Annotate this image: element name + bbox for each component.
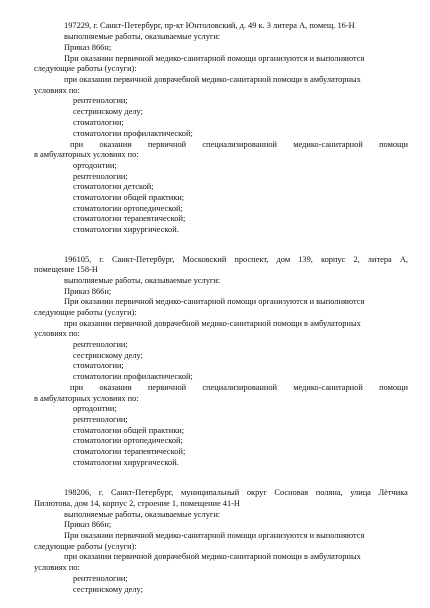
word: первичной: [147, 140, 187, 149]
list-item: стоматологии;: [73, 361, 124, 370]
word: г.: [98, 488, 104, 497]
pmsp-line-cont: следующие работы (услуги):: [34, 64, 137, 73]
word: 2,: [353, 255, 360, 264]
word: медико-санитарной: [293, 140, 363, 149]
pdmsp-line-cont: условиях по:: [34, 563, 80, 572]
pmsp-line: При оказании первичной медико-санитарной помощи организуются и выполняются: [64, 297, 365, 306]
word: медико-санитарной: [293, 383, 363, 392]
list-item: рентгенологии;: [73, 96, 128, 105]
list-item: ортодонтии;: [73, 404, 117, 413]
word: 196105,: [64, 255, 92, 264]
address-line: [64, 488, 408, 498]
address-line: [64, 255, 408, 265]
word: помощи: [379, 140, 408, 149]
list-item: стоматологии;: [73, 118, 124, 127]
services-label: выполняемые работы, оказываемые услуги:: [64, 32, 221, 41]
word: г.: [99, 255, 104, 264]
list-item: сестринскому делу;: [73, 107, 143, 116]
pmsp-line-cont: следующие работы (услуги):: [34, 542, 137, 551]
word: литера: [367, 255, 392, 264]
word: при: [70, 383, 84, 392]
pmsp-line: При оказании первичной медико-санитарной помощи организуются и выполняются: [64, 54, 365, 63]
order-reference: Приказ 866н;: [64, 287, 112, 296]
word: Лётчика: [378, 488, 408, 497]
word: специализированной: [202, 383, 278, 392]
list-item: стоматологии детской;: [73, 182, 154, 191]
list-item: ортодонтии;: [73, 161, 117, 170]
list-item: стоматологии профилактической;: [73, 372, 193, 381]
psmsp-line-cont: в амбулаторных условиях по:: [34, 150, 139, 159]
word: корпус: [320, 255, 346, 264]
list-item: рентгенологии;: [73, 574, 128, 583]
address-line: 197229, г. Санкт-Петербург, пр-кт Юнтоловский, д. 49 к. 3 литера А, помещ. 16-Н: [64, 21, 355, 30]
list-item: стоматологии ортопедической;: [73, 436, 183, 445]
order-reference: Приказ 866н;: [64, 520, 112, 529]
psmsp-line: [70, 140, 408, 150]
word: Московский: [182, 255, 227, 264]
pdmsp-line: при оказании первичной доврачебной медико-санитарной помощи в амбулаторных: [64, 552, 361, 561]
pmsp-line-cont: следующие работы (услуги):: [34, 308, 137, 317]
address-line-cont: помещение 158-Н: [34, 265, 98, 274]
word: Санкт-Петербург,: [111, 255, 175, 264]
list-item: рентгенологии;: [73, 340, 128, 349]
word: 198206,: [64, 488, 92, 497]
word: округ: [246, 488, 267, 497]
order-reference: Приказ 866н;: [64, 43, 112, 52]
word: при: [70, 140, 84, 149]
psmsp-line-cont: в амбулаторных условиях по:: [34, 394, 139, 403]
word: помощи: [379, 383, 408, 392]
word: улица: [350, 488, 371, 497]
list-item: сестринскому делу;: [73, 351, 143, 360]
pdmsp-line-cont: условиях по:: [34, 329, 80, 338]
list-item: стоматологии ортопедической;: [73, 204, 183, 213]
word: Санкт-Петербург,: [110, 488, 174, 497]
word: оказании: [99, 383, 132, 392]
word: поляна,: [315, 488, 343, 497]
list-item: стоматологии общей практики;: [73, 193, 185, 202]
list-item: стоматологии хирургической.: [73, 225, 179, 234]
word: первичной: [147, 383, 187, 392]
word: специализированной: [202, 140, 278, 149]
pdmsp-line-cont: условиях по:: [34, 86, 80, 95]
word: оказании: [99, 140, 132, 149]
list-item: стоматологии терапевтической;: [73, 447, 186, 456]
word: А,: [399, 255, 408, 264]
word: Сосновая: [274, 488, 309, 497]
word: муниципальный: [180, 488, 240, 497]
list-item: стоматологии общей практики;: [73, 426, 185, 435]
word: проспект,: [234, 255, 269, 264]
list-item: рентгенологии;: [73, 172, 128, 181]
list-item: стоматологии профилактической;: [73, 129, 193, 138]
list-item: стоматологии терапевтической;: [73, 214, 186, 223]
pdmsp-line: при оказании первичной доврачебной медико-санитарной помощи в амбулаторных: [64, 319, 361, 328]
list-item: стоматологии хирургической.: [73, 458, 179, 467]
pmsp-line: При оказании первичной медико-санитарной помощи организуются и выполняются: [64, 531, 365, 540]
services-label: выполняемые работы, оказываемые услуги:: [64, 510, 221, 519]
list-item: рентгенологии;: [73, 415, 128, 424]
word: 139,: [298, 255, 313, 264]
psmsp-line: [70, 383, 408, 393]
pdmsp-line: при оказании первичной доврачебной медико-санитарной помощи в амбулаторных: [64, 75, 361, 84]
word: дом: [276, 255, 291, 264]
address-line-cont: Пилютова, дом 14, корпус 2, строение 1, помещение 41-Н: [34, 499, 240, 508]
list-item: сестринскому делу;: [73, 585, 143, 594]
services-label: выполняемые работы, оказываемые услуги:: [64, 276, 221, 285]
